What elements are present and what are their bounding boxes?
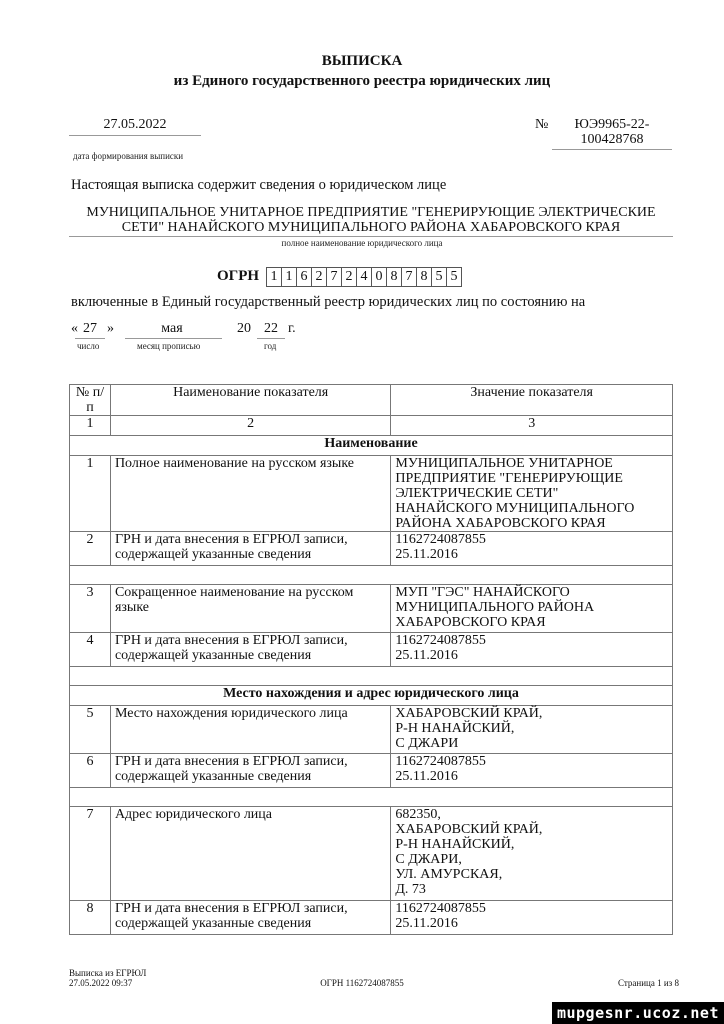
spacer-row <box>70 667 673 686</box>
ogrn-digit: 6 <box>296 267 312 287</box>
row-indicator <box>110 532 390 566</box>
ogrn-digit: 8 <box>416 267 432 287</box>
year-unit: г. <box>288 321 296 336</box>
table-row <box>70 585 673 633</box>
row-indicator <box>110 807 390 901</box>
ogrn-digit: 5 <box>431 267 447 287</box>
indicator-line: ГРН и дата внесения в ЕГРЮЛ записи, <box>114 754 348 769</box>
col-number-3: 3 <box>391 416 673 436</box>
open-quote: « <box>71 321 78 336</box>
value-line: ХАБАРОВСКОГО КРАЯ <box>395 615 546 630</box>
value-line: ЭЛЕКТРИЧЕСКИЕ СЕТИ" <box>395 486 559 501</box>
register-table <box>69 384 673 935</box>
row-value <box>391 585 673 633</box>
row-indicator <box>110 633 390 667</box>
header-value: Значение показателя <box>391 385 673 416</box>
value-line: Р-Н НАНАЙСКИЙ, <box>395 837 515 852</box>
ogrn-digit-boxes <box>267 267 462 287</box>
legal-entity-name <box>69 205 673 235</box>
value-line: ХАБАРОВСКИЙ КРАЙ, <box>395 822 543 837</box>
formation-date: 27.05.2022 <box>103 117 167 132</box>
indicator-line: Адрес юридического лица <box>114 807 272 822</box>
ogrn-digit: 7 <box>401 267 417 287</box>
table-row <box>70 754 673 788</box>
ogrn-digit: 0 <box>371 267 387 287</box>
row-value <box>391 532 673 566</box>
ogrn-digit: 8 <box>386 267 402 287</box>
table-row <box>70 807 673 901</box>
indicator-line: Сокращенное наименование на русском <box>114 585 354 600</box>
row-value <box>391 807 673 901</box>
value-line: 25.11.2016 <box>395 916 458 931</box>
value-line: Р-Н НАНАЙСКИЙ, <box>395 721 515 736</box>
value-line: НАНАЙСКОГО МУНИЦИПАЛЬНОГО <box>395 501 635 516</box>
month-caption: месяц прописью <box>137 341 201 351</box>
value-line: 1162724087855 <box>395 754 486 769</box>
col-number-1: 1 <box>70 416 111 436</box>
table-row <box>70 633 673 667</box>
day-caption: число <box>77 341 100 351</box>
row-number: 7 <box>70 807 111 901</box>
indicator-line: Место нахождения юридического лица <box>114 706 348 721</box>
section-title-address: Место нахождения и адрес юридического лица <box>70 686 673 706</box>
value-line: 25.11.2016 <box>395 769 458 784</box>
indicator-line: содержащей указанные сведения <box>114 916 312 931</box>
indicator-line: содержащей указанные сведения <box>114 648 312 663</box>
value-line: Д. 73 <box>395 882 426 897</box>
year-caption: год <box>264 341 277 351</box>
value-line: 25.11.2016 <box>395 648 458 663</box>
value-line: МУП "ГЭС" НАНАЙСКОГО <box>395 585 570 600</box>
spacer-cell <box>70 566 673 585</box>
value-line: РАЙОНА ХАБАРОВСКОГО КРАЯ <box>395 516 606 531</box>
site-watermark: mupgesnr.ucoz.net <box>552 1002 724 1024</box>
ogrn-digit: 2 <box>311 267 327 287</box>
column-number-row <box>70 416 673 436</box>
value-line: УЛ. АМУРСКАЯ, <box>395 867 503 882</box>
ogrn-digit: 7 <box>326 267 342 287</box>
indicator-line: Полное наименование на русском языке <box>114 456 355 471</box>
table-row <box>70 456 673 532</box>
section-title-name: Наименование <box>70 436 673 456</box>
value-line: ПРЕДПРИЯТИЕ "ГЕНЕРИРУЮЩИЕ <box>395 471 623 486</box>
value-line: 1162724087855 <box>395 633 486 648</box>
spacer-cell <box>70 788 673 807</box>
document-subtitle: из Единого государственного реестра юридических лиц <box>173 73 551 89</box>
value-line: МУНИЦИПАЛЬНОГО РАЙОНА <box>395 600 595 615</box>
value-line: С ДЖАРИ, <box>395 852 462 867</box>
legal-entity-name-line1: МУНИЦИПАЛЬНОЕ УНИТАРНОЕ ПРЕДПРИЯТИЕ "ГЕНЕРИРУЮЩИЕ ЭЛЕКТРИЧЕСКИЕ <box>86 205 656 220</box>
ogrn-digit: 1 <box>266 267 282 287</box>
section-row-address <box>70 686 673 706</box>
row-indicator <box>110 456 390 532</box>
document-title: ВЫПИСКА <box>321 53 403 69</box>
indicator-line: содержащей указанные сведения <box>114 547 312 562</box>
row-value <box>391 901 673 935</box>
col-number-2: 2 <box>110 416 390 436</box>
extract-number-line2: 100428768 <box>580 132 644 147</box>
value-line: 25.11.2016 <box>395 547 458 562</box>
indicator-line: ГРН и дата внесения в ЕГРЮЛ записи, <box>114 901 348 916</box>
name-underline <box>69 236 673 237</box>
section-row-name <box>70 436 673 456</box>
header-indicator: Наименование показателя <box>110 385 390 416</box>
table-row <box>70 706 673 754</box>
value-line: МУНИЦИПАЛЬНОЕ УНИТАРНОЕ <box>395 456 613 471</box>
close-quote: » <box>107 321 114 336</box>
row-indicator <box>110 585 390 633</box>
row-value <box>391 706 673 754</box>
value-line: 1162724087855 <box>395 901 486 916</box>
name-caption: полное наименование юридического лица <box>281 238 443 248</box>
row-number: 5 <box>70 706 111 754</box>
value-line: 682350, <box>395 807 441 822</box>
ogrn-digit: 1 <box>281 267 297 287</box>
footer-ogrn: ОГРН 1162724087855 <box>320 978 404 988</box>
row-number: 4 <box>70 633 111 667</box>
state-day: 27 <box>83 321 97 336</box>
year-suffix: 22 <box>264 321 278 336</box>
state-text: включенные в Единый государственный реестр юридических лиц по состоянию на <box>71 294 586 310</box>
number-underline <box>552 149 672 150</box>
table-header-row <box>70 385 673 416</box>
ogrn-digit: 5 <box>446 267 462 287</box>
value-line: ХАБАРОВСКИЙ КРАЙ, <box>395 706 543 721</box>
row-number: 2 <box>70 532 111 566</box>
date-underline <box>69 135 201 136</box>
year-prefix: 20 <box>237 321 251 336</box>
row-indicator <box>110 754 390 788</box>
row-number: 1 <box>70 456 111 532</box>
row-number: 8 <box>70 901 111 935</box>
date-caption: дата формирования выписки <box>73 151 184 161</box>
row-number: 6 <box>70 754 111 788</box>
year-underline <box>257 338 285 339</box>
header-number: № п/п <box>70 385 111 416</box>
footer-timestamp: 27.05.2022 09:37 <box>69 978 133 988</box>
number-sign: № <box>535 117 549 132</box>
row-value <box>391 754 673 788</box>
indicator-line: ГРН и дата внесения в ЕГРЮЛ записи, <box>114 633 348 648</box>
indicator-line: содержащей указанные сведения <box>114 769 312 784</box>
table-row <box>70 532 673 566</box>
row-indicator <box>110 706 390 754</box>
table-row <box>70 901 673 935</box>
extract-number-line1: ЮЭ9965-22- <box>574 117 650 132</box>
extract-number <box>552 117 672 147</box>
value-line: С ДЖАРИ <box>395 736 459 751</box>
row-indicator <box>110 901 390 935</box>
indicator-line: языке <box>114 600 149 615</box>
indicator-line: ГРН и дата внесения в ЕГРЮЛ записи, <box>114 532 348 547</box>
row-value <box>391 456 673 532</box>
intro-text: Настоящая выписка содержит сведения о юридическом лице <box>71 177 447 193</box>
legal-entity-name-line2: СЕТИ" НАНАЙСКОГО МУНИЦИПАЛЬНОГО РАЙОНА ХАБАРОВСКОГО КРАЯ <box>121 220 621 235</box>
ogrn-digit: 4 <box>356 267 372 287</box>
footer-page-number: Страница 1 из 8 <box>618 978 679 988</box>
row-number: 3 <box>70 585 111 633</box>
spacer-cell <box>70 667 673 686</box>
ogrn-digit: 2 <box>341 267 357 287</box>
row-value <box>391 633 673 667</box>
value-line: 1162724087855 <box>395 532 486 547</box>
ogrn-label: ОГРН <box>217 268 260 284</box>
day-underline <box>75 338 105 339</box>
spacer-row <box>70 566 673 585</box>
footer-doc-name: Выписка из ЕГРЮЛ <box>69 968 147 978</box>
month-underline <box>125 338 222 339</box>
spacer-row <box>70 788 673 807</box>
state-month: мая <box>161 321 183 336</box>
